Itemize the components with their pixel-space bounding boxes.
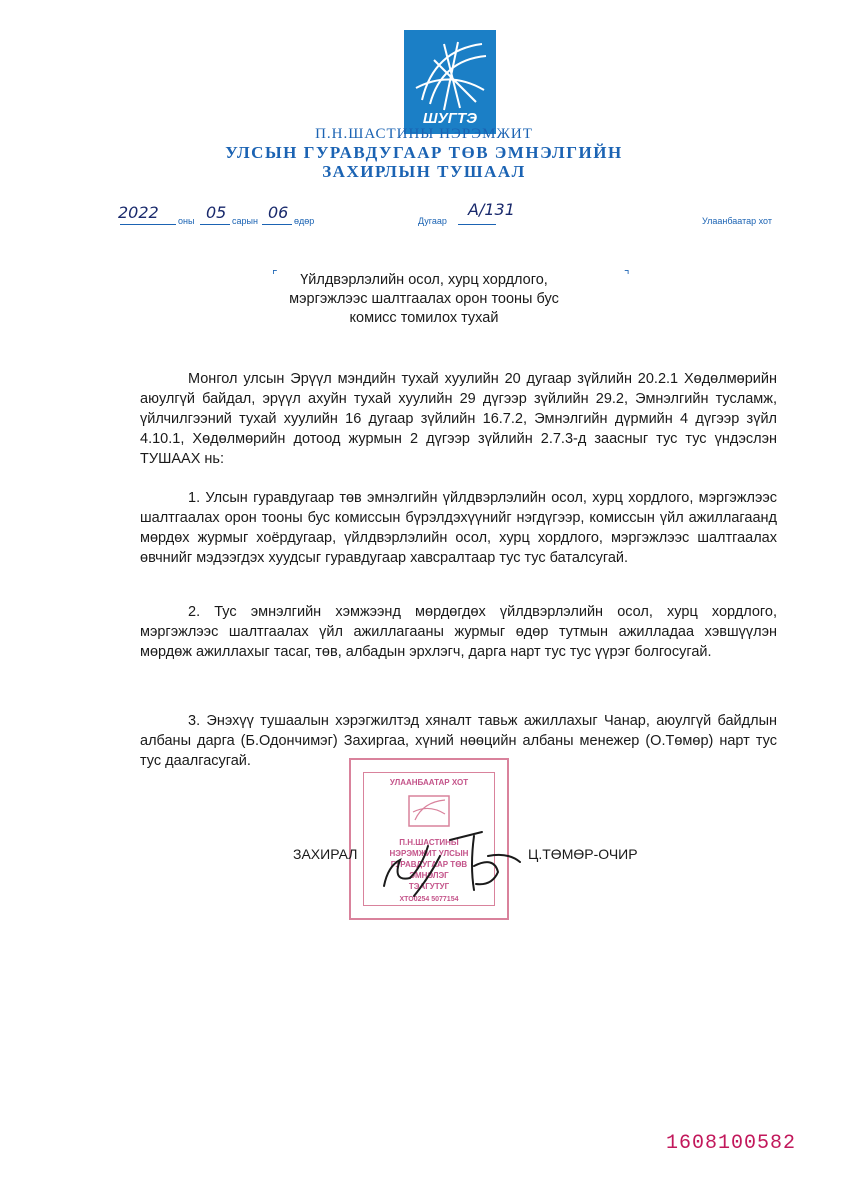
title-line-1: Үйлдвэрлэлийн осол, хурц хордлого, — [300, 272, 548, 288]
header-line-1: П.Н.ШАСТИНЫ НЭРЭМЖИТ — [315, 126, 533, 142]
title-line-3: комисс томилох тухай — [349, 310, 499, 326]
stamp-line-2: НЭРЭМЖИТ УЛСЫН — [389, 849, 469, 858]
handwritten-signature — [370, 826, 530, 906]
title-line-2: мэргэжлээс шалтгаалах орон тооны бус — [289, 291, 559, 307]
order-day: 06 — [268, 203, 289, 222]
signatory-role: ЗАХИРАЛ — [293, 846, 358, 862]
order-number: А/131 — [468, 200, 515, 219]
intro-paragraph: Монгол улсын Эрүүл мэндийн тухай хуулийн 20 дугаар зүйлийн 20.2.1 Хөдөлмөрийн аюулгүй байдал, эрүүл ахуйн тухай хуулийн 29 дүгээр зүйлийн 29.2, Эмнэлгийн тусламж, үйлчилгээний тухай хуулийн 16 дугаар зүйлийн 16.7.2, Эмнэлгийн дүрмийн 4 дүгээр зүйл 4.10.1, Хөдөлмөрийн дотоод журмын 2 дүгээр зүйлийн 2.7.3-д заасныг тус тус үндэслэн ТУШААХ нь: — [140, 371, 777, 467]
stamp-bottom-text: ХТО0254 5077154 — [399, 896, 459, 903]
title-bracket-right: ⌝ — [624, 268, 630, 282]
order-item-2: 2. Тус эмнэлгийн хэмжээнд мөрдөгдөх үйлдвэрлэлийн осол, хурц хордлого, мэргэжлээс шалтгаалах үйл ажиллагааны журмыг өдөр тутмын ажилладаа хэвшүүлэн мөрдөж ажиллахыг тасаг, төв, албадын эрхлэгч, дарга нарт тус тус үүрэг болгосугай. — [140, 604, 777, 660]
logo-text: ШУГТЭ — [422, 110, 478, 127]
title-bracket-left: ⌜ — [272, 268, 278, 282]
order-month: 05 — [206, 203, 227, 222]
order-item-3: 3. Энэхүү тушаалын хэрэгжилтэд хяналт тавьж ажиллахыг Чанар, аюулгүй байдлын албаны дарга (Б.Одончимэг) Захиргаа, хүний нөөцийн албаны менежер (О.Төмөр) нарт тус тус даалгасугай. — [140, 713, 777, 769]
order-title — [0, 271, 848, 328]
header-line-2: УЛСЫН ГУРАВДУГААР ТӨВ ЭМНЭЛГИЙН — [225, 143, 623, 162]
stamp-top-text: УЛААНБААТАР ХОТ — [389, 778, 469, 787]
number-label: Дугаар — [418, 216, 447, 226]
number-underline — [458, 224, 496, 225]
day-underline — [262, 224, 292, 225]
day-label: өдөр — [294, 216, 315, 226]
stamp-line-4: ЭМНЭЛЭГ — [409, 871, 449, 880]
header-line-3: ЗАХИРЛЫН ТУШААЛ — [322, 162, 526, 181]
stamp-line-1: П.Н.ШАСТИНЫ — [399, 838, 459, 847]
order-item-1: 1. Улсын гуравдугаар төв эмнэлгийн үйлдвэрлэлийн осол, хурц хордлого, мэргэжлээс шалтгаалах орон тооны бус комиссын бүрэлдэхүүнийг нэгдүгээр, комиссын үйл ажиллагаанд мөрдөх журмыг хоёрдугаар, үйлдвэрлэлийн осол, хурц хордлого, мэргэжлээс шалтгаалах өвчнийг мэдээгдэх хуудсыг гуравдугаар хавсралтаар тус тус баталсугай. — [140, 490, 777, 566]
order-year: 2022 — [118, 203, 159, 222]
month-underline — [200, 224, 230, 225]
stamp-emblem-icon — [407, 794, 451, 828]
document-serial-number: 1608100582 — [666, 1132, 797, 1155]
city-label: Улаанбаатар хот — [702, 216, 772, 226]
hospital-logo — [404, 30, 496, 134]
stamp-line-5: ТЭАГУТУГ — [408, 882, 450, 891]
month-label: сарын — [232, 216, 258, 226]
year-underline — [120, 224, 176, 225]
year-label: оны — [178, 216, 195, 226]
signatory-name: Ц.ТӨМӨР-ОЧИР — [528, 846, 638, 862]
stamp-line-3: ГУРАВДУГААР ТӨВ — [390, 860, 468, 869]
